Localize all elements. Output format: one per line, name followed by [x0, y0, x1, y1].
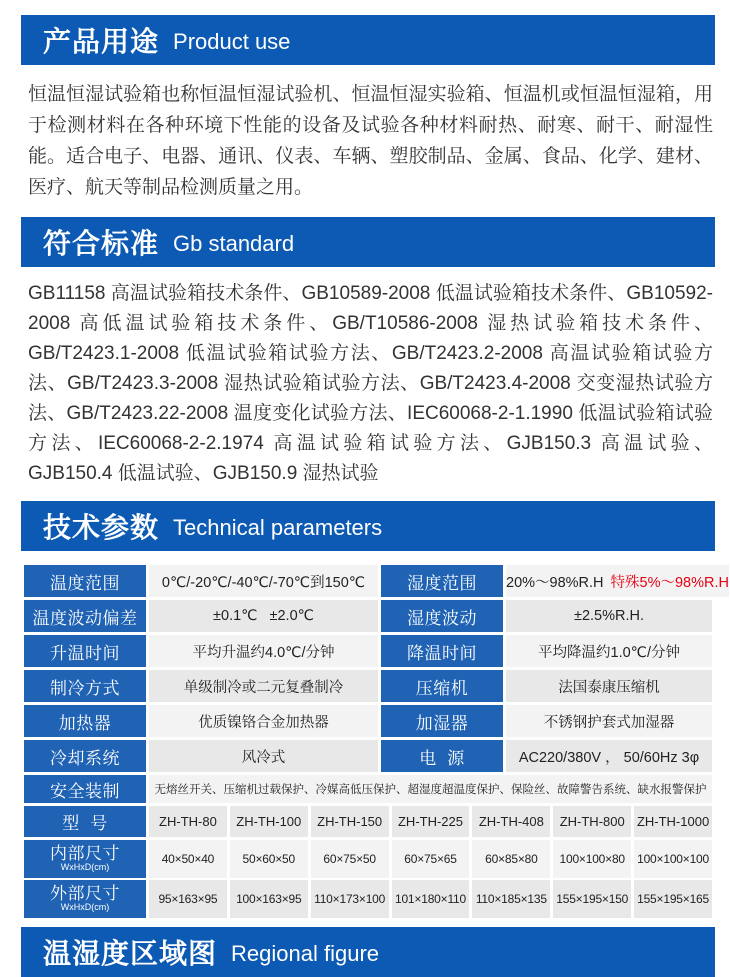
param-label-temperature-range: 温度范围 [24, 565, 146, 597]
outer-size-value: 110×173×100 [311, 880, 389, 918]
table-row-outer-dimensions [24, 880, 712, 918]
param-value-temperature-range: 0℃/-20℃/-40℃/-70℃到150℃ [149, 565, 378, 597]
inner-size-value: 60×85×80 [472, 840, 550, 878]
table-row-heater-humidifier [24, 705, 712, 737]
section-header-gb-standard [21, 217, 715, 267]
param-label-heating-time: 升温时间 [24, 635, 146, 667]
table-row-fluctuation [24, 600, 712, 632]
inner-size-label-stack [50, 845, 120, 872]
model-number: ZH-TH-80 [149, 806, 227, 837]
param-label-humidifier: 加湿器 [381, 705, 503, 737]
section-title-zh: 符合标准 [43, 228, 160, 259]
section-header-regional-figure [21, 927, 715, 977]
model-number: ZH-TH-225 [392, 806, 470, 837]
param-value-power-supply: AC220/380V ， 50/60Hz 3φ [506, 740, 712, 772]
param-label-compressor: 压缩机 [381, 670, 503, 702]
model-number: ZH-TH-800 [553, 806, 631, 837]
product-use-paragraph: 恒温恒湿试验箱也称恒温恒湿试验机、恒温恒湿实验箱、恒温机或恒温恒湿箱，用于检测材料在各种环境下性能的设备及试验各种材料耐热、耐寒、耐干、耐湿性能。适合电子、电器、通讯、仪表、车辆、塑胶制品、金属、食品、化学、建材、医疗、航天等制品检测质量之用。 [28, 84, 713, 198]
table-row-model-numbers [24, 806, 712, 837]
outer-size-label: 外部尺寸 [50, 884, 120, 904]
model-number: ZH-TH-150 [311, 806, 389, 837]
spec-sheet [21, 15, 729, 977]
gb-standard-paragraph: GB11158 高温试验箱技术条件、GB10589-2008 低温试验箱技术条件、GB10592-2008 高低温试验箱技术条件、GB/T10586-2008 湿热试验箱技术条件、GB/T2423.1-2008 低温试验箱试验方法、GB/T2423.2-2008 高温试验箱试验方法、GB/T2423.3-2008 湿热试验箱试验方法、GB/T2423.4-2008 交变湿热试验方法、GB/T2423.22-2008 温度变化试验方法、IEC60068-2-1.1990 低温试验箱试验方法、IEC60068-2-2.1974 高温试验箱试验方法、GJB150.3 高温试验、GJB150.4 低温试验、GJB150.9 湿热试验 [28, 283, 713, 484]
param-value-humidity-fluctuation: ±2.5%R.H. [506, 600, 712, 632]
param-value-refrigeration-mode: 单级制冷或二元复叠制冷 [149, 670, 378, 702]
outer-size-value: 155×195×165 [634, 880, 712, 918]
inner-size-value: 40×50×40 [149, 840, 227, 878]
inner-size-value: 100×100×80 [553, 840, 631, 878]
section-title-en: Gb standard [173, 230, 295, 256]
inner-size-value: 50×60×50 [230, 840, 308, 878]
param-label-model: 型 号 [24, 806, 146, 837]
param-label-refrigeration-mode: 制冷方式 [24, 670, 146, 702]
humidity-range-special: 特殊5%～98%R.H [610, 574, 729, 591]
inner-size-value: 60×75×65 [392, 840, 470, 878]
outer-size-value: 100×163×95 [230, 880, 308, 918]
inner-size-value: 60×75×50 [311, 840, 389, 878]
table-row-temp-humidity-range [24, 565, 729, 597]
param-label-inner-size [24, 840, 146, 878]
param-value-cooling-time: 平均降温约1.0℃/分钟 [506, 635, 712, 667]
model-number: ZH-TH-100 [230, 806, 308, 837]
outer-size-unit: WxHxD(cm) [60, 902, 110, 913]
param-label-cooling-system: 冷却系统 [24, 740, 146, 772]
section-title-zh: 温湿度区域图 [43, 938, 218, 969]
table-row-safety-devices [24, 775, 712, 803]
param-value-humidity-range [506, 565, 729, 597]
section-title-en: Product use [173, 28, 291, 54]
humidity-range-normal: 20%～98%R.H [506, 574, 604, 591]
section-title-zh: 技术参数 [43, 512, 160, 543]
param-label-temp-fluctuation: 温度波动偏差 [24, 600, 146, 632]
inner-size-value: 100×100×100 [634, 840, 712, 878]
outer-size-label-stack [50, 885, 120, 912]
outer-size-value: 155×195×150 [553, 880, 631, 918]
outer-size-value: 101×180×110 [392, 880, 470, 918]
param-value-humidifier: 不锈钢护套式加湿器 [506, 705, 712, 737]
section-header-technical-parameters [21, 501, 715, 551]
model-number: ZH-TH-1000 [634, 806, 712, 837]
param-value-temp-fluctuation: ±0.1℃ ±2.0℃ [149, 600, 378, 632]
inner-size-label: 内部尺寸 [50, 844, 120, 864]
param-value-heating-time: 平均升温约4.0℃/分钟 [149, 635, 378, 667]
table-row-inner-dimensions [24, 840, 712, 878]
table-row-refrigeration-compressor [24, 670, 712, 702]
param-value-heater: 优质镍铬合金加热器 [149, 705, 378, 737]
param-label-cooling-time: 降温时间 [381, 635, 503, 667]
param-label-humidity-range: 湿度范围 [381, 565, 503, 597]
table-row-cooling-power [24, 740, 712, 772]
section-header-product-use [21, 15, 715, 65]
technical-parameters-table [24, 565, 729, 918]
param-value-safety-devices: 无熔丝开关、压缩机过载保护、冷媒高低压保护、超湿度超温度保护、保险丝、故障警告系统、缺水报警保护 [149, 775, 712, 803]
inner-size-unit: WxHxD(cm) [60, 862, 110, 873]
param-label-power-supply: 电 源 [381, 740, 503, 772]
outer-size-value: 95×163×95 [149, 880, 227, 918]
param-value-cooling-system: 风冷式 [149, 740, 378, 772]
param-label-humidity-fluctuation: 湿度波动 [381, 600, 503, 632]
table-row-heating-cooling-time [24, 635, 712, 667]
param-label-outer-size [24, 880, 146, 918]
section-title-en: Regional figure [231, 940, 379, 966]
section-title-zh: 产品用途 [43, 26, 160, 57]
model-number: ZH-TH-408 [472, 806, 550, 837]
outer-size-value: 110×185×135 [472, 880, 550, 918]
param-value-compressor: 法国泰康压缩机 [506, 670, 712, 702]
section-title-en: Technical parameters [173, 514, 383, 540]
param-label-heater: 加热器 [24, 705, 146, 737]
param-label-safety-devices: 安全装制 [24, 775, 146, 803]
